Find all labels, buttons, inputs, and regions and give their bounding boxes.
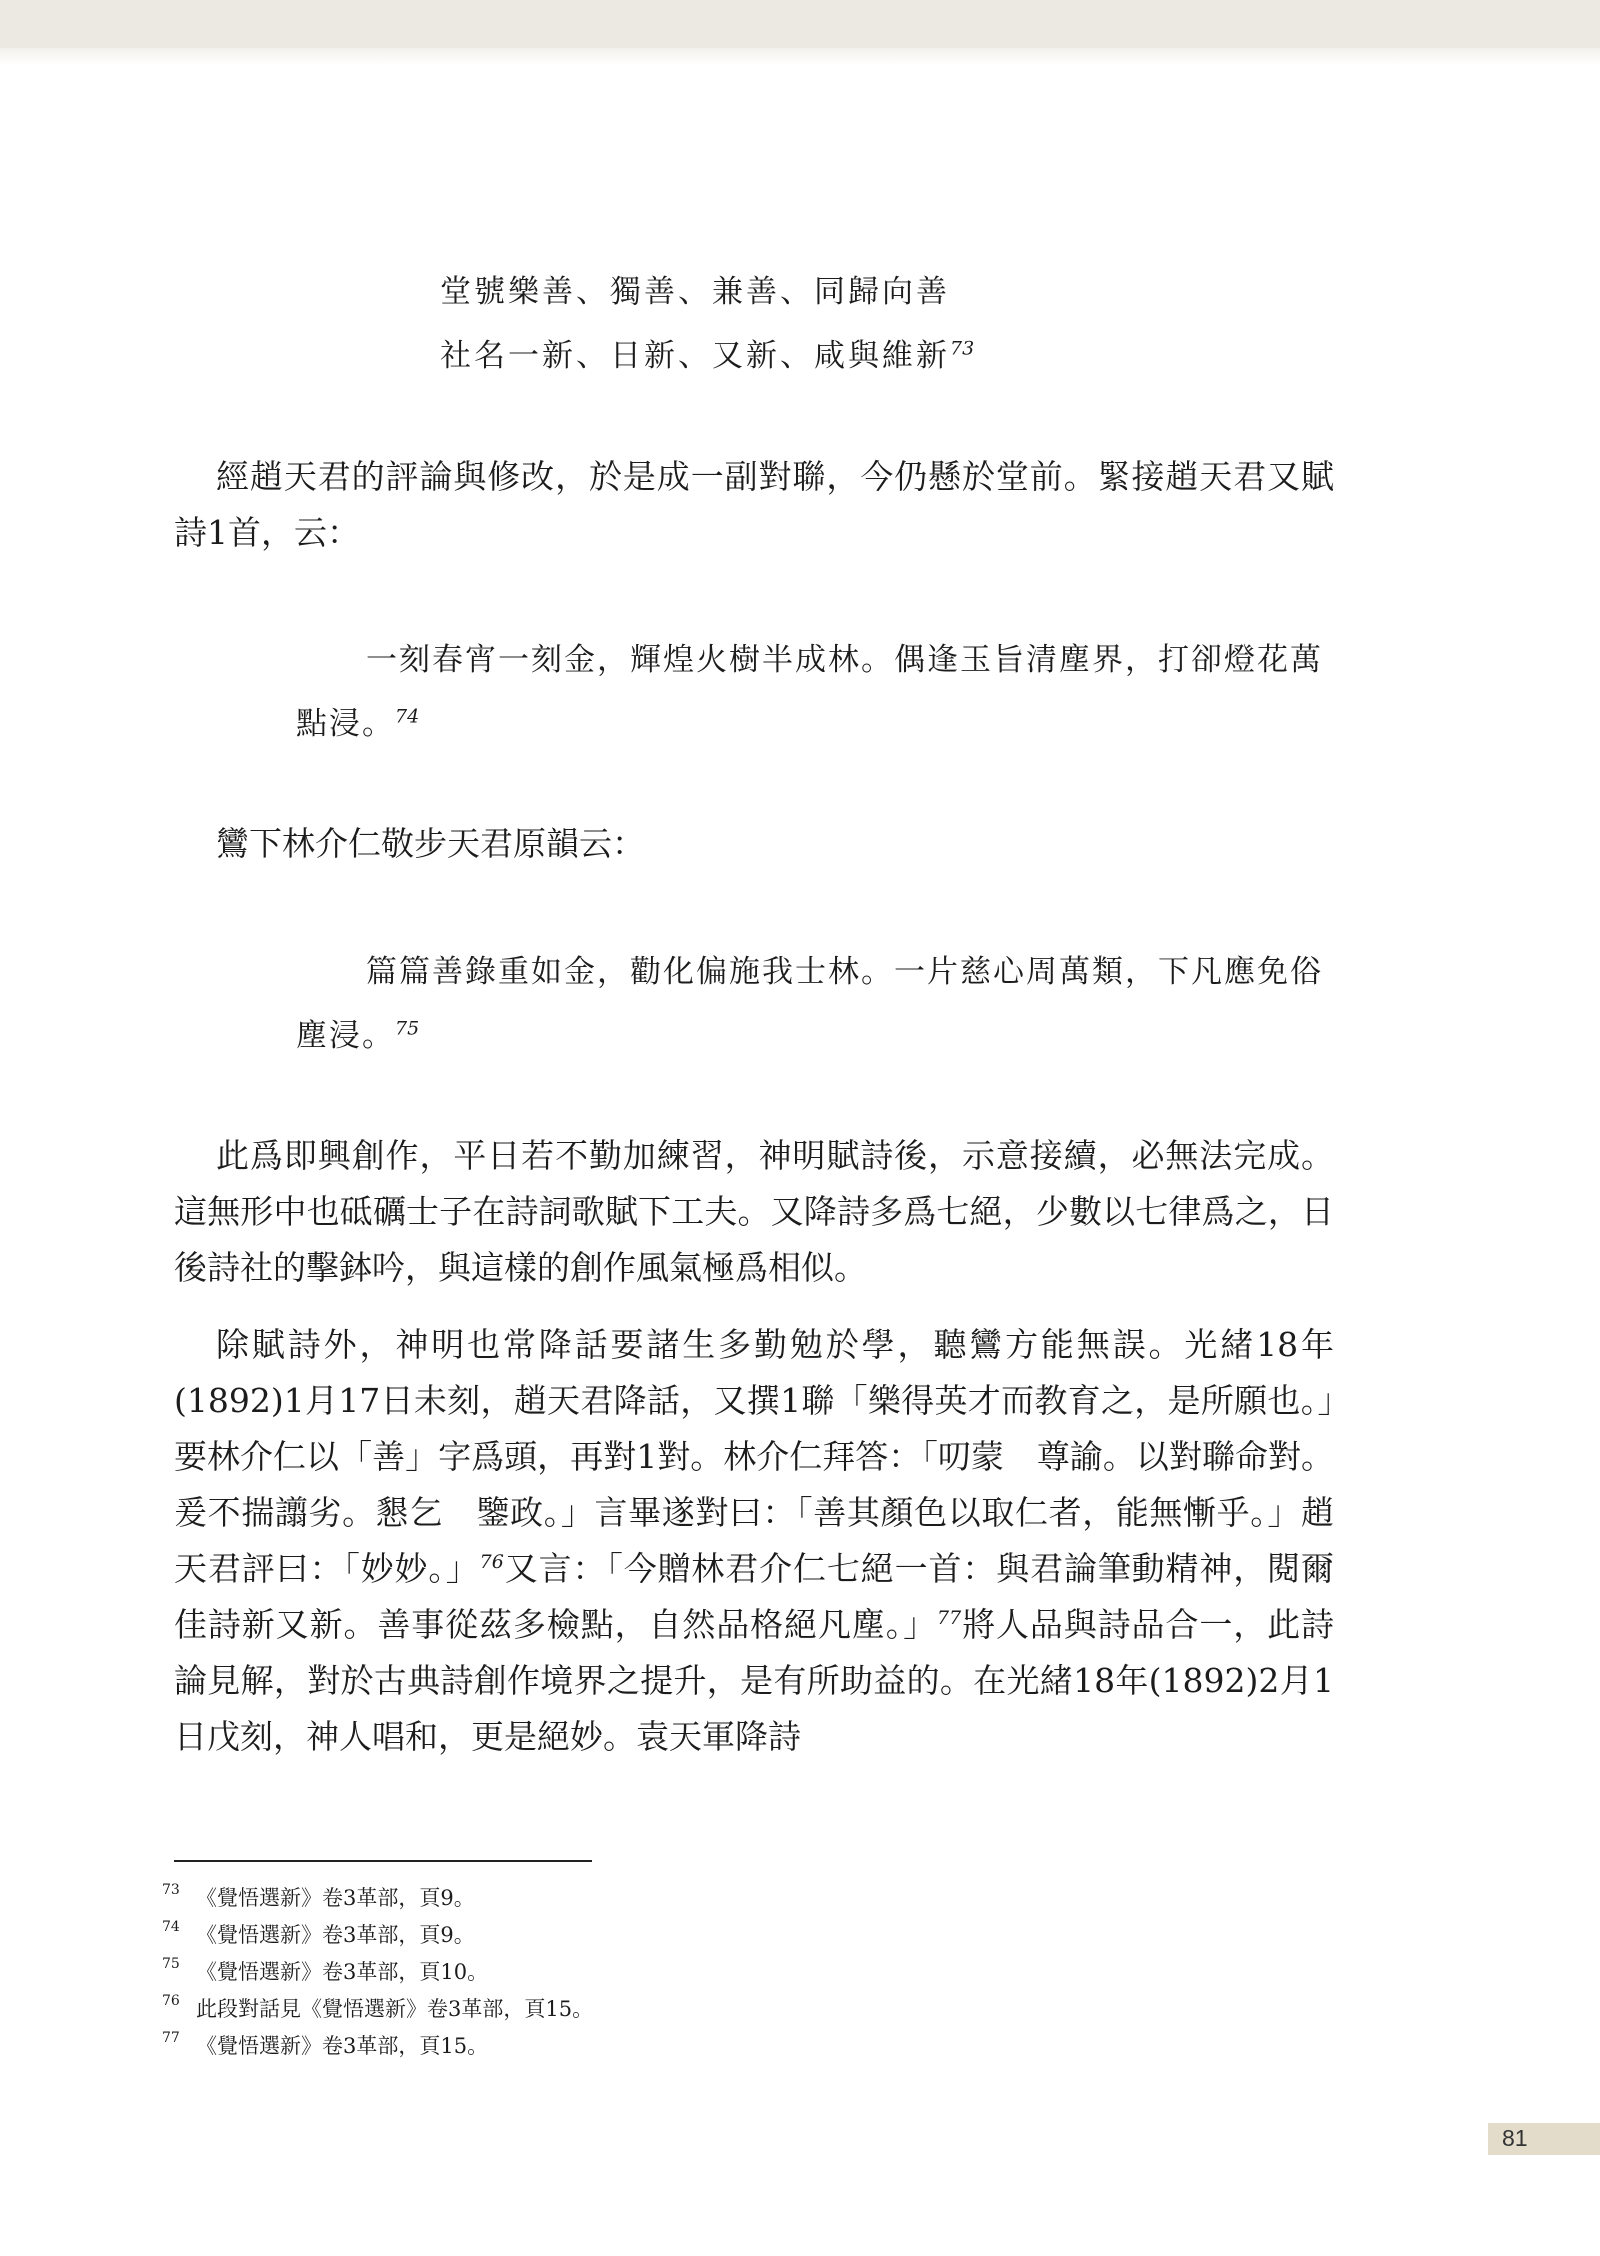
footnote-number: 77 <box>162 2030 180 2046</box>
footnote-text: 《覺悟選新》卷3革部，頁9。 <box>196 1923 475 1947</box>
footnote-number: 75 <box>162 1956 180 1972</box>
scan-top-band-fade <box>0 48 1600 66</box>
couplet-line-2-text: 社名一新、日新、又新、咸與維新 <box>440 338 950 374</box>
footnote-text: 此段對話見《覺悟選新》卷3革部，頁15。 <box>196 1997 594 2021</box>
footnote-75 <box>162 1956 488 1986</box>
footnote-ref-74: 74 <box>395 705 420 728</box>
page-number: 81 <box>1502 2125 1528 2151</box>
footnote-separator <box>174 1860 592 1862</box>
footnote-ref-73: 73 <box>950 337 975 360</box>
paragraph-3: 此爲即興創作，平日若不勤加練習，神明賦詩後，示意接續，必無法完成。這無形中也砥礪士子在詩詞歌賦下工夫。又降詩多爲七絕，少數以七律爲之，日後詩社的擊鉢吟，與這樣的創作風氣極爲相似。 <box>174 1136 1334 1287</box>
paragraph-1: 經趙天君的評論與修改，於是成一副對聯，今仍懸於堂前。緊接趙天君又賦詩1首，云： <box>174 457 1334 552</box>
footnote-number: 76 <box>162 1993 180 2009</box>
couplet-line-2 <box>440 330 974 375</box>
poem-quote-2-text: 篇篇善錄重如金，勸化偏施我士林。一片慈心周萬類，下凡應免俗塵浸。 <box>296 954 1323 1054</box>
footnote-text: 《覺悟選新》卷3革部，頁15。 <box>196 2034 489 2058</box>
poem-quote-1 <box>296 628 1336 756</box>
paragraph-4-part-3: 將人品與詩品合一，此詩論見解，對於古典詩創作境界之提升，是有所助益的。在光緒18年(1892)2月1日戊刻，神人唱和，更是絕妙。袁天軍降詩 <box>174 1605 1335 1756</box>
couplet-line-1 <box>440 266 950 311</box>
scan-top-band <box>0 0 1600 48</box>
footnote-number: 73 <box>162 1882 180 1898</box>
paragraph-4-part-2: 又言：「今贈林君介仁七絕一首：與君論筆動精神，閱爾佳詩新又新。善事從茲多檢點，自然品格絕凡塵。」 <box>174 1549 1335 1644</box>
footnote-text: 《覺悟選新》卷3革部，頁9。 <box>196 1886 475 1910</box>
footnote-ref-75: 75 <box>395 1017 420 1040</box>
paragraph-4-part-1: 除賦詩外，神明也常降話要諸生多勤勉於學，聽鸞方能無誤。光緒18年(1892)1月17日未刻，趙天君降話，又撰1聯「樂得英才而教育之，是所願也。」要林介仁以「善」字爲頭，再對1對。林介仁拜答：「叨蒙 尊諭。以對聯命對。爰不揣譾劣。懇乞 鑒政。」言畢遂對曰：「善其顏色以取仁者，能無慚乎。」趙天君評曰：「妙妙。」 <box>174 1325 1334 1588</box>
footnote-74 <box>162 1919 475 1949</box>
paragraph-4 <box>174 1317 1334 1765</box>
poem-quote-1-text: 一刻春宵一刻金，輝煌火樹半成林。偶逢玉旨清塵界，打卻燈花萬點浸。 <box>296 642 1323 742</box>
footnote-ref-76: 76 <box>479 1551 504 1573</box>
footnote-76 <box>162 1993 593 2023</box>
footnote-77 <box>162 2030 488 2060</box>
footnote-number: 74 <box>162 1919 180 1935</box>
paragraph-2: 鸞下林介仁敬步天君原韻云： <box>216 824 645 863</box>
footnote-text: 《覺悟選新》卷3革部，頁10。 <box>196 1960 489 1984</box>
footnote-ref-77: 77 <box>937 1607 962 1629</box>
footnote-73 <box>162 1882 475 1912</box>
couplet-line-1-text: 堂號樂善、獨善、兼善、同歸向善 <box>440 274 950 310</box>
page-number-box <box>1488 2123 1600 2155</box>
poem-quote-2 <box>296 940 1336 1068</box>
